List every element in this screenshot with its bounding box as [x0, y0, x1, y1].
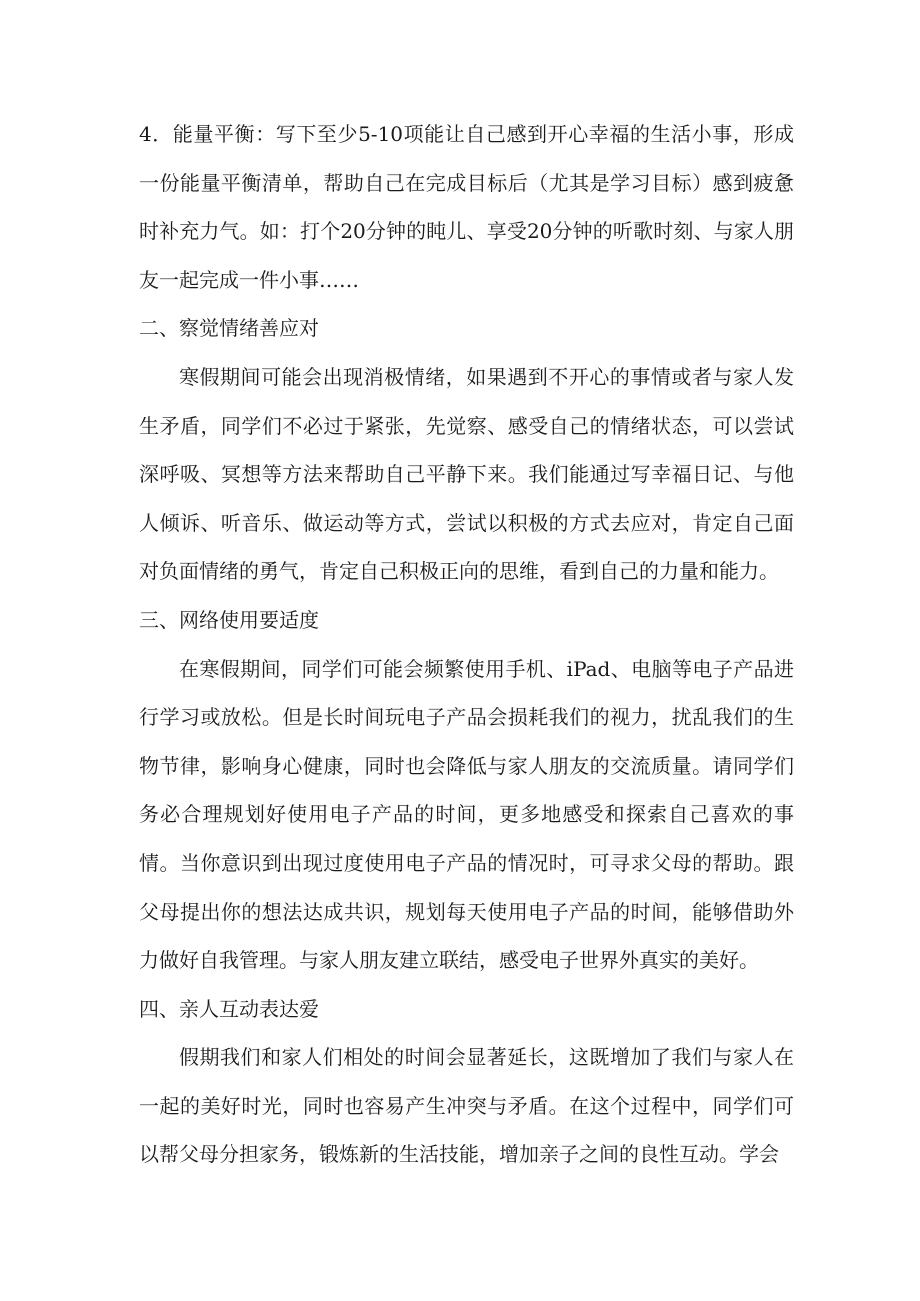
section-heading-internet: 三、网络使用要适度	[139, 607, 319, 632]
paragraph-internet: 在寒假期间，同学们可能会频繁使用手机、iPad、电脑等电子产品进行学习或放松。但是长时间玩电子产品会损耗我们的视力，扰乱我们的生物节律，影响身心健康，同时也会降低与家人朋友的交流质量。请同学们务必合理规划好使用电子产品的时间，更多地感受和探索自己喜欢的事情。当你意识到出现过度使用电子产品的情况时，可寻求父母的帮助。跟父母提出你的想法达成共识，规划每天使用电子产品的时间，能够借助外力做好自我管理。与家人朋友建立联结，感受电子世界外真实的美好。	[139, 656, 794, 973]
paragraph-family: 假期我们和家人们相处的时间会显著延长，这既增加了我们与家人在一起的美好时光，同时也容易产生冲突与矛盾。在这个过程中，同学们可以帮父母分担家务，锻炼新的生活技能，增加亲子之间的良性互动。学会	[139, 1045, 794, 1167]
section-heading-family: 四、亲人互动表达爱	[139, 996, 319, 1021]
section-heading-emotions: 二、察觉情绪善应对	[139, 316, 319, 341]
document-body	[139, 110, 794, 1179]
paragraph-emotions: 寒假期间可能会出现消极情绪，如果遇到不开心的事情或者与家人发生矛盾，同学们不必过于紧张，先觉察、感受自己的情绪状态，可以尝试深呼吸、冥想等方法来帮助自己平静下来。我们能通过写幸福日记、与他人倾诉、听音乐、做运动等方式，尝试以积极的方式去应对，肯定自己面对负面情绪的勇气，肯定自己积极正向的思维，看到自己的力量和能力。	[139, 364, 794, 584]
paragraph-energy-balance: 4．能量平衡：写下至少5-10项能让自己感到开心幸福的生活小事，形成一份能量平衡清单，帮助自己在完成目标后（尤其是学习目标）感到疲惫时补充力气。如：打个20分钟的盹儿、享受20分钟的听歌时刻、与家人朋友一起完成一件小事……	[139, 122, 794, 292]
